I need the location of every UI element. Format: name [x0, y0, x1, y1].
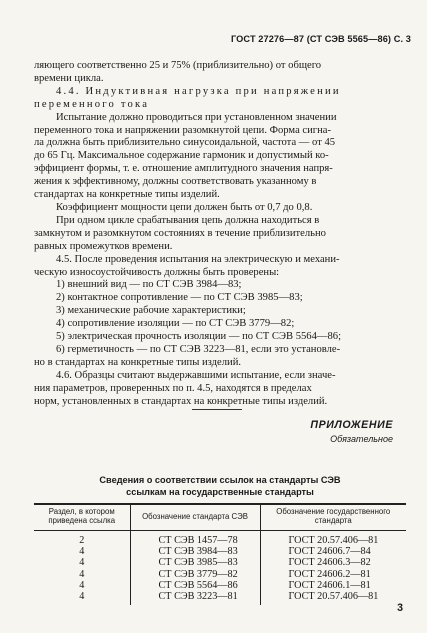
text-line: 4.5. После проведения испытания на электрическую и механи- [56, 253, 340, 265]
text-line: ляющего соответственно 25 и 75% (приблизительно) от общего [34, 60, 322, 71]
text-line: жения к эффективному, должны соответствовать указанному в [34, 176, 317, 188]
section-heading-4-4 [34, 86, 406, 112]
paragraph-cycle-end [34, 60, 406, 86]
text-line: стандартах на конкретные типы изделий. [34, 189, 220, 201]
cell-state-standard: ГОСТ 24606.1—81 [260, 580, 406, 591]
paragraph-test-conditions [34, 112, 406, 202]
cell-section: 4 [79, 580, 85, 591]
paragraph-section-4-5 [34, 254, 406, 280]
text-line: до 65 Гц. Максимальное содержание гармоник и допустимый ко- [34, 150, 329, 162]
list-item: 1) внешний вид — по СТ СЭВ 3984—83; [56, 279, 242, 291]
paragraph-cycle [34, 215, 406, 254]
caption-line: ссылкам на государственные стандарты [126, 487, 314, 497]
cell-state-standard: ГОСТ 24606.2—81 [260, 569, 406, 580]
table-row [34, 569, 406, 580]
list-item-continuation: но в стандартах на конкретные типы изделий. [34, 356, 242, 368]
table-row [34, 591, 406, 604]
cell-state-standard: ГОСТ 24606.3—82 [260, 557, 406, 568]
section-divider [192, 409, 242, 410]
text-line: Испытание должно проводиться при установленном значении [56, 111, 337, 123]
heading-line: переменного тока [34, 98, 150, 110]
paragraph-section-4-6 [34, 370, 406, 409]
text-line: ния параметров, проверенных по п. 4.5, находятся в пределах [34, 382, 312, 394]
cell-state-standard: ГОСТ 20.57.406—81 [260, 530, 406, 546]
cell-cmea-standard: СТ СЭВ 3984—83 [130, 546, 260, 557]
cell-cmea-standard: СТ СЭВ 3985—83 [130, 557, 260, 568]
cell-state-standard: ГОСТ 24606.7—84 [260, 546, 406, 557]
cell-cmea-standard: СТ СЭВ 5564—86 [130, 580, 260, 591]
paragraph-power-factor [34, 202, 406, 215]
body-text [34, 60, 406, 408]
text-line: Коэффициент мощности цепи должен быть от 0,7 до 0,8. [56, 201, 313, 213]
checklist [34, 279, 406, 369]
text-line: эффициент формы, т. е. отношение амплитудного значения напря- [34, 163, 333, 175]
cell-cmea-standard: СТ СЭВ 3223—81 [130, 591, 260, 604]
cell-section: 4 [79, 591, 85, 603]
page-number: 3 [397, 602, 403, 614]
text-line: равных промежутков времени. [34, 240, 173, 252]
column-header-cmea-standard: Обозначение стандарта СЭВ [130, 504, 260, 530]
list-item: 6) герметичность — по СТ СЭВ 3223—81, если это установле- [56, 343, 341, 355]
cell-cmea-standard: СТ СЭВ 3779—82 [130, 569, 260, 580]
cell-section: 4 [79, 557, 85, 569]
cell-state-standard: ГОСТ 20.57.406—81 [260, 591, 406, 604]
reference-table [34, 503, 406, 605]
text-line: времени цикла. [34, 72, 104, 84]
running-header: ГОСТ 27276—87 (СТ СЭВ 5565—86) С. 3 [231, 34, 411, 44]
table-row [34, 580, 406, 591]
appendix-subtitle: Обязательное [330, 434, 393, 444]
text-line: норм, установленных в стандартах на конкретные типы изделий. [34, 395, 328, 407]
cell-section: 4 [79, 546, 85, 558]
text-line: При одном цикле срабатывания цепь должна находиться в [56, 214, 320, 226]
table-row [34, 546, 406, 557]
column-header-state-standard: Обозначение государственного стандарта [260, 504, 406, 530]
cell-cmea-standard: СТ СЭВ 1457—78 [130, 530, 260, 546]
text-line: замкнутом и разомкнутом состояниях в течение приблизительно [34, 227, 326, 239]
list-item: 5) электрическая прочность изоляции — по СТ СЭВ 5564—86; [56, 331, 342, 343]
table-caption [34, 474, 406, 498]
list-item: 2) контактное сопротивление — по СТ СЭВ 3985—83; [56, 292, 303, 304]
heading-line: 4.4. Индуктивная нагрузка при напряжении [56, 85, 341, 97]
column-header-section: Раздел, в котором приведена ссылка [34, 504, 130, 530]
table-row [34, 530, 406, 546]
caption-line: Сведения о соответствии ссылок на стандарты СЭВ [99, 475, 341, 485]
appendix-label [310, 419, 393, 444]
cell-section: 4 [79, 568, 85, 580]
list-item: 3) механические рабочие характеристики; [56, 305, 246, 317]
cell-section: 2 [79, 534, 85, 546]
text-line: ла должна быть приблизительно синусоидальной, частота — от 45 [34, 137, 336, 149]
appendix-title: ПРИЛОЖЕНИЕ [310, 419, 393, 431]
text-line: переменного тока и напряжении разомкнутой цепи. Форма сигна- [34, 124, 332, 136]
text-line: 4.6. Образцы считают выдержавшими испытание, если значе- [56, 369, 336, 381]
text-line: ческую износоустойчивость должны быть проверены: [34, 266, 280, 278]
table-row [34, 557, 406, 568]
list-item: 4) сопротивление изоляции — по СТ СЭВ 3779—82; [56, 318, 295, 330]
